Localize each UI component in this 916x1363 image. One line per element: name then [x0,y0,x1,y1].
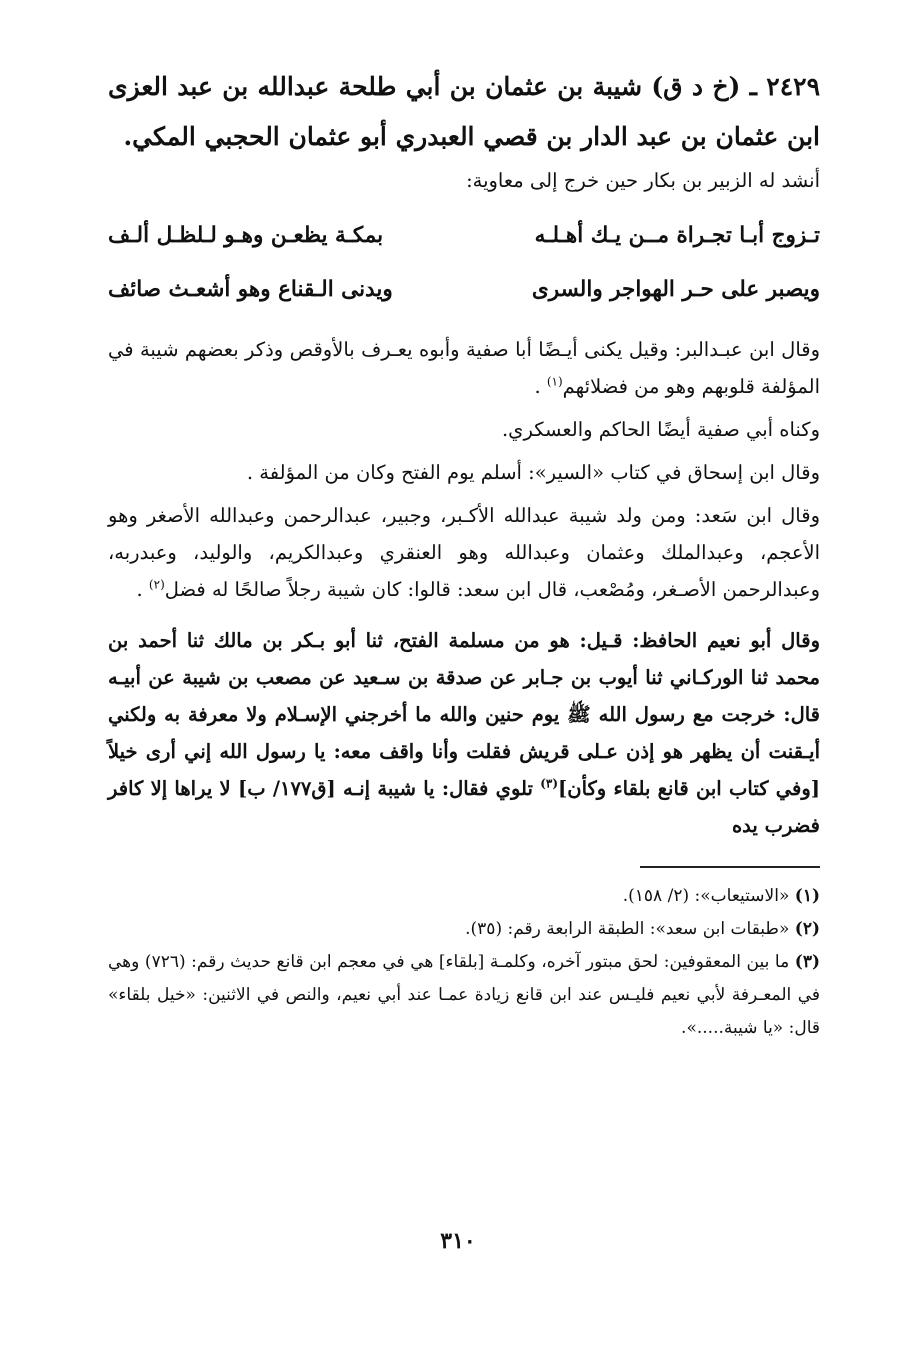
poem-hemistich-right: تـزوج أبـا تجـراة مــن يـك أهـلـه [534,223,820,248]
poem-verse-1 [108,209,820,263]
page-number: ٣١٠ [440,1228,476,1254]
paragraph-end: . [534,375,547,398]
footnote-marker-2: (٢) [148,577,165,592]
paragraph-text: وقال ابن عبـدالبر: وقيل يكنى أيـضًا أبا صفية وأبوه يعـرف بالأوقص وذكر بعضهم شيبة في المؤلفة قلوبهم وهو من فضلائهم [108,338,820,398]
book-page [108,62,820,1045]
paragraph-text-cont: تلوي فقال: يا شيبة إنـه [ق١٧٧/ ب] لا يراها إلا كافر فضرب يده [108,777,820,837]
paragraph-abu-nuaym [108,622,820,844]
poem [108,209,820,317]
footnote-marker-1: (١) [546,374,563,389]
poem-hemistich-left: ويدنى الـقناع وهو أشعـث صائف [108,277,393,302]
footnote-3 [108,946,820,1045]
footnote-1 [108,880,820,913]
paragraph-ibn-abd-al-barr [108,331,820,405]
paragraph-end: . [136,578,149,601]
paragraph-kunya: وكناه أبي صفية أيضًا الحاكم والعسكري. [501,418,820,441]
footnote-separator [640,866,820,868]
poem-verse-2 [108,263,820,317]
poem-hemistich-right: ويصبر على حـر الهواجر والسرى [531,277,820,302]
paragraph-text: وقال ابن سَعد: ومن ولد شيبة عبدالله الأكـبر، وجبير، عبدالرحمن وعبدالله الأصغر وهو الأعجم، وعبدالملك وعثمان وعبدالله وهو العنقري وعبدالكريم، والوليد، وعبدربه، وعبدالرحمن الأصـغر، ومُصْعب، قال ابن سعد: قالوا: كان شيبة رجلاً صالحًا له فضل [108,504,820,601]
poem-hemistich-left: بمكـة يظعـن وهـو لـلظـل ألـف [108,223,384,248]
paragraph-text: وقال أبو نعيم الحافظ: قـيل: هو من مسلمة الفتح، ثنا أبو بـكر بن مالك ثنا أحمد بن محمد ثنا الوركـاني ثنا أيوب بن جـابر عن صدقة بن سـعيد عن مصعب بن شيبة عن أبيـه قال: خرجت مع رسول الله ﷺ يوم حنين والله ما أخرجني الإسـلام ولا معرفة به ولكني أيـقنت أن يظهر هو إذن عـلى قريش فقلت وأنا واقف معه: يا رسول الله إني أرى خيلاً [وفي كتاب ابن قانع بلقاء وكأن] [108,629,820,800]
intro-line: أنشد له الزبير بن بكار حين خرج إلى معاوية: [466,169,820,192]
footnote-2 [108,913,820,946]
paragraph-ibn-ishaq: وقال ابن إسحاق في كتاب «السير»: أسلم يوم الفتح وكان من المؤلفة . [246,461,820,484]
footnote-text: ما بين المعقوفين: لحق مبتور آخره، وكلمـة [بلقاء] هي في معجم ابن قانع حديث رقم: (٧٢٦) وهي في المعـرفة لأبي نعيم فليـس عند ابن قانع زيادة عمـا عند أبي نعيم، والنص في الاثنين: «خيل بلقاء» قال: «يا شيبة.....». [108,952,820,1038]
footnote-marker-3: (٣) [540,776,559,791]
footnote-number: (٣) [794,952,821,972]
footnote-number: (١) [794,886,820,906]
entry-heading: ٢٤٢٩ ـ (خ د ق) شيبة بن عثمان بن أبي طلحة عبدالله بن عبد العزى ابن عثمان بن عبد الدار بن قصي العبدري أبو عثمان الحجبي المكي. [108,72,820,151]
paragraph-ibn-sad [108,497,820,608]
footnote-text: «طبقات ابن سعد»: الطبقة الرابعة رقم: (٣٥). [465,919,790,939]
footnote-text: «الاستيعاب»: (٢/ ١٥٨). [622,886,790,906]
footnote-number: (٢) [794,919,820,939]
